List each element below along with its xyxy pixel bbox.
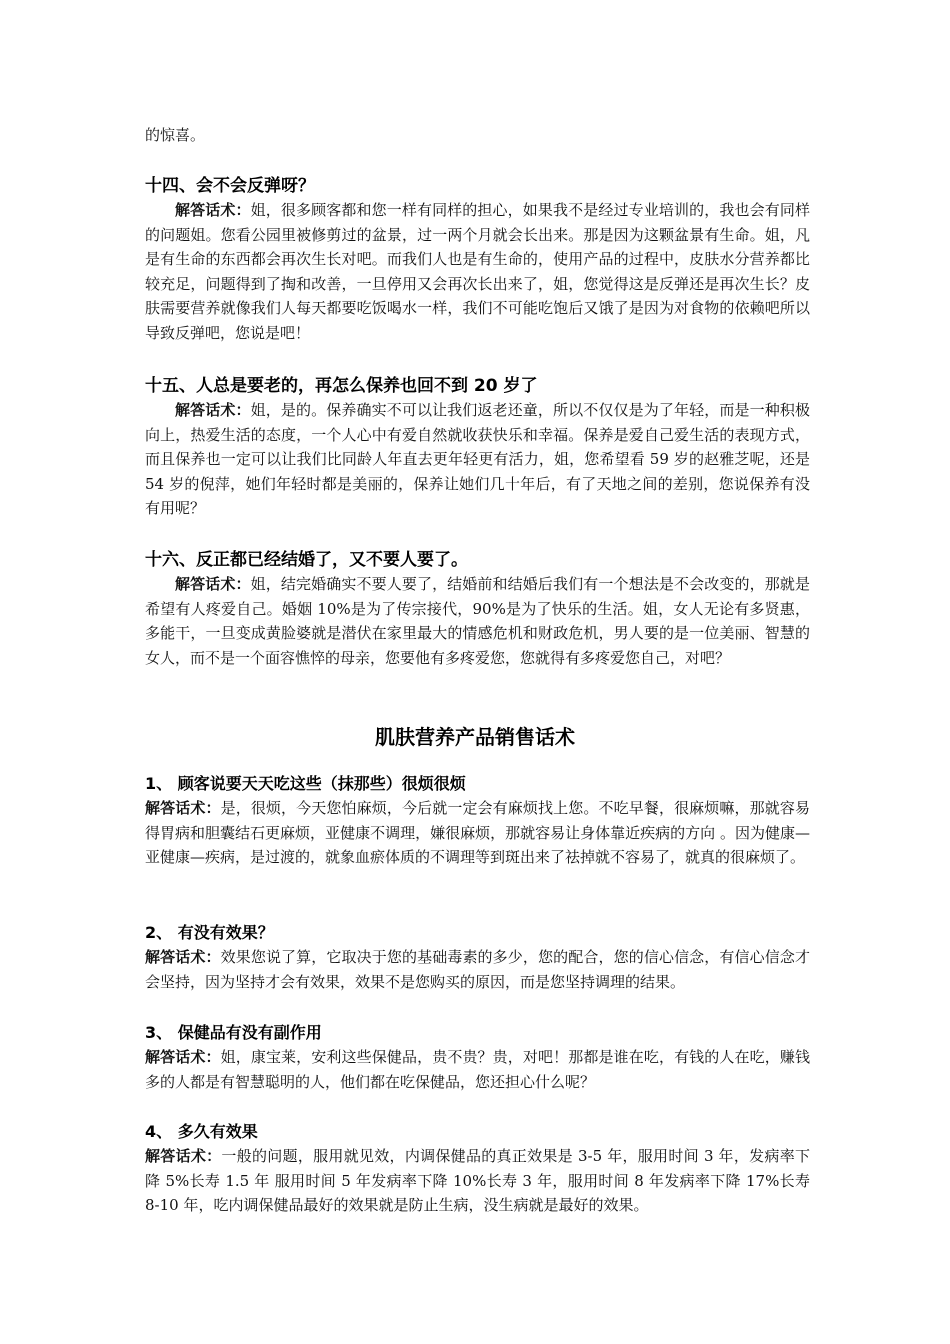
answer-label: 解答话术： [175,401,251,419]
answer-text: 姐，是的。保养确实不可以让我们返老还童，所以不仅仅是为了年轻，而是一种积极向上，热爱生活的态度，一个人心中有爱自然就收获快乐和幸福。保养是爱自己爱生活的表现方式，而且保养也一定可以让我们比同龄人年直去更年轻更有活力，姐，您希望看 59 岁的赵雅芝呢，还是 54 岁的倪萍，她们年轻时都是美丽的，保养让她们几十年后，有了天地之间的差别，您说保养有没有用呢？ [145,401,810,517]
answer-label: 解答话术： [145,948,221,966]
intro-tail [145,123,810,148]
item-heading: 4、 多久有效果 [145,1122,258,1141]
answer-text: 一般的问题，服用就见效，内调保健品的真正效果是 3-5 年，服用时间 3 年，发病率下降 5%长寿 1.5 年 服用时间 5 年发病率下降 10%长寿 3 年，服用时间 8 年发病率下降 17%长寿 8-10 年，吃内调保健品最好的效果就是防止生病，没生病就是最好的效果。 [145,1147,810,1214]
item-answer [145,796,810,870]
answer-label: 解答话术： [145,1147,222,1165]
answer-text: 效果您说了算，它取决于您的基础毒素的多少，您的配合，您的信心信念，有信心信念才会坚持，因为坚持才会有效果，效果不是您购买的原因，而是您坚持调理的结果。 [145,948,810,991]
answer-label: 解答话术： [145,1048,221,1066]
answer-text: 姐，很多顾客都和您一样有同样的担心，如果我不是经过专业培训的，我也会有同样的问题姐。您看公园里被修剪过的盆景，过一两个月就会长出来。那是因为这颗盆景有生命。姐，凡是有生命的东西都会再次生长对吧。而我们人也是有生命的，使用产品的过程中，皮肤水分营养都比较充足，问题得到了掏和改善，一旦停用又会再次长出来了，姐，您觉得这是反弹还是再次生长？皮肤需要营养就像我们人每天都要吃饭喝水一样，我们不可能吃饱后又饿了是因为对食物的依赖吧所以导致反弹吧，您说是吧！ [145,201,810,342]
section-answer [145,398,810,521]
section-heading: 十五、人总是要老的，再怎么保养也回不到 20 岁了 [145,376,538,396]
section-heading: 十四、会不会反弹呀？ [145,176,315,196]
section-answer [145,198,810,345]
item-heading: 1、 顾客说要天天吃这些（抹那些）很烦很烦 [145,774,466,793]
answer-text: 是，很烦，今天您怕麻烦，今后就一定会有麻烦找上您。不吃早餐，很麻烦嘛，那就容易得胃病和胆囊结石更麻烦，亚健康不调理，嫌很麻烦，那就容易让身体靠近疾病的方向 。因为健康—亚健康—疾病，是过渡的，就象血瘀体质的不调理等到斑出来了祛掉就不容易了，就真的很麻烦了。 [145,799,810,866]
item-answer [145,1045,810,1094]
item-heading: 3、 保健品有没有副作用 [145,1023,322,1042]
document-title: 肌肤营养产品销售话术 [375,725,575,749]
section-answer [145,572,810,670]
item-heading: 2、 有没有效果？ [145,923,274,942]
item-answer [145,1144,810,1218]
section-heading: 十六、反正都已经结婚了，又不要人要了。 [145,550,468,570]
answer-text: 姐，康宝莱，安利这些保健品，贵不贵？贵，对吧！那都是谁在吃，有钱的人在吃，赚钱多的人都是有智慧聪明的人，他们都在吃保健品，您还担心什么呢？ [145,1048,810,1091]
intro-tail-text: 的惊喜。 [145,126,206,144]
qa-item-1 [145,772,810,870]
answer-label: 解答话术： [175,575,251,593]
answer-label: 解答话术： [145,799,221,817]
qa-item-3 [145,1021,810,1094]
qa-item-2 [145,921,810,994]
answer-label: 解答话术： [175,201,251,219]
qa-item-4 [145,1120,810,1218]
section-15 [145,374,810,521]
section-16 [145,548,810,670]
section-14 [145,174,810,345]
answer-text: 姐，结完婚确实不要人要了，结婚前和结婚后我们有一个想法是不会改变的，那就是希望有人疼爱自己。婚姻 10%是为了传宗接代，90%是为了快乐的生活。姐，女人无论有多贤惠，多能干，一旦变成黄脸婆就是潜伏在家里最大的情感危机和财政危机，男人要的是一位美丽、智慧的女人，而不是一个面容憔悴的母亲，您要他有多疼爱您，您就得有多疼爱您自己，对吧？ [145,575,810,667]
item-answer [145,945,810,994]
